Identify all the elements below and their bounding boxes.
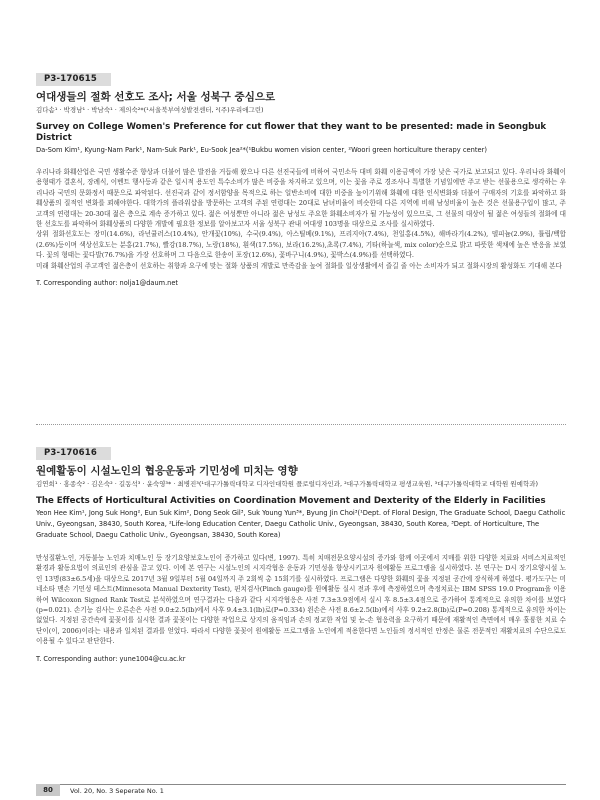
journal-volume: Vol. 20, No. 3 Seperate No. 1 [70,787,164,795]
body-paragraph: 미래 화훼산업의 주고객인 젊은층이 선호하는 취향과 요구에 맞는 절화 상품의 개발로 만족감을 높여 절화를 일상생활에서 즐길 줄 아는 소비자가 되고 절화시장의 활성화도 기대해 본다 [36,261,562,270]
title-english: Survey on College Women's Preference for cut flower that they want to be presented: made in Seongbuk District [36,122,547,143]
body-paragraph: 만성질환노인, 거동불능 노인과 치매노인 등 장기요양보호노인이 증가하고 있다(변, 1997). 특히 치매전문요양시설의 증가와 함께 이곳에서 지매를 위한 다양한 치료와 서비스치료적인 환경과 활동요법이 의료인의 관심을 끌고 있다. 이에 본 연구는 시설노인의 시지각협응 운동과 기민성을 향상시키고자 원예활동 프로그램을 실시하였다. 본 연구는 D시 장기요양시설 노인 13명(83±6.5세)을 대상으로 2017년 3월 9일부터 5월 04일까지 주 2회씩 총 15회기를 실시하였다. 프로그램은 다양한 화훼의 꽃을 지정된 공간에 장식하게 하였다. 평가도구는 미네소타 맨손 기민성 테스트(Minnesota Manual Dexterity Test), 핀치검사(Pinch gauge)를 원예활동 실시 전과 후에 측정하였으며 측정치료는 IBM SPSS 19.0 Program을 이용하여 Wilcoxon Signed Rank Test로 분석하였으며 연구결과는 다음과 같다 시지각협응은 사전 7.3±3.9점에서 실시 후 8.5±3.4점으로 증가하여 통계적으로 유의한 차이를 보였다(p=0.021). 손기능 검사는 오른손은 사전 9.0±2.5(lb)에서 사후 9.4±3.1(lb)로(P=0.334) 왼손은 사전 8.6±2.5(lb)에서 사후 9.2±2.8(lb)로(P=0.208) 통계적으로 유의한 차이는 없었다. 지정된 공간속에 꽃꽂이를 실시한 결과 꽃꽂이는 다양한 작업으로 상지의 움직임과 손의 정교한 작업 및 눈-손 협응력을 요구하기 때문에 재활적인 측면에서 매우 훌륭한 치료 수단이(이, 2006)이라는 내용과 일치된 결과를 얻었다. 따라서 다양한 꽃꽂이 원예활동 프로그램을 노인에게 적용한다면 노인들의 정서적인 안정은 물론 전문적인 재활치료의 수단으로도 이용될 수 있다고 판단한다. [36,554,566,646]
abstract-p3-170615 [36,66,566,287]
abstract-body [36,553,566,647]
title-korean: 원예활동이 시설노인의 협응운동과 기민성에 미치는 영향 [36,465,298,477]
authors-korean: 김다솜¹ · 박경남¹ · 박남숙¹ · 제의숙²*(¹서울북부여성발전센터, ²(주)우리애그린) [36,106,264,114]
abstract-p3-170616 [36,440,566,663]
abstract-id-tag: P3-170615 [36,73,111,86]
abstract-id-tag: P3-170616 [36,447,111,460]
abstract-body [36,167,566,271]
title-english: The Effects of Horticultural Activities on Coordination Movement and Dexterity of the Elderly in Facilities [36,496,546,506]
body-paragraph: 우리나라 화훼산업은 국민 생활수준 향상과 더불어 많은 발전을 거듭해 왔으나 다른 선진국들에 비하여 국민소득 대비 화훼 이용금액이 가장 낮은 국가로 보고되고 있다. 우리나라 화훼이용형태가 결혼식, 장례식, 이벤트 행사등과 같은 일시적 용도인 특수소비가 많은 비중을 차지하고 있으며, 이는 꽃을 주로 경조사나 특별한 기념일에만 주고 받는 선물용으로 생각하는 우리나라 국민의 문화정서 때문으로 파악된다. 선진국과 같이 정서함양을 목적으로 하는 일반소비에 대한 비중을 높이기위해 화훼에 대한 인식변화와 더불어 구매자의 기호를 파악하고 화훼상품의 질적인 변화를 꾀해야한다. 대학가의 플라워샵을 방문하는 고객의 주된 연령대는 20대로 남녀비율이 비슷한데 다른 지역에 비해 남성비율이 높은 것은 선물용구입이 많고, 주 고객의 연령대는 20-30대 젊은 층으로 계속 증가하고 있다. 젊은 여성뿐만 아니라 젊은 남성도 주요한 화훼소비자가 될 가능성이 있으므로, 그 선물의 대상이 될 젊은 여성들의 절화에 대한 선호도를 파악하여 화훼상품의 다양한 개발에 필요한 정보를 알아보고자 서울 성북구 관내 여대생 103명을 대상으로 조사를 실시하였다. [36,168,566,229]
title-korean: 여대생들의 절화 선호도 조사; 서울 성북구 중심으로 [36,91,276,103]
page-footer [36,784,566,797]
authors-english: Yeon Hee Kim¹, Jong Suk Hong², Eun Suk Kim², Dong Seok Gil³, Suk Young Yun³*, Byung Jin Choi³(¹Dept. of Floral Design, The Graduate School, Daegu Catholic Univ., Gyeongsan, 38430, South Korea, ²Life-long Education Center, Daegu Catholic Univ., Gyeongsan, 38430, South Korea, ³Dept. of Horticulture, The Graduate School, Daegu Catholic Univ., Gyeongsan, 38430, South Korea) [36,509,566,539]
corresponding-author: T. Corresponding author: nolja1@daum.net [36,279,178,288]
section-divider [36,424,566,425]
corresponding-author: T. Corresponding author: yune1004@cu.ac.kr [36,654,186,663]
body-paragraph: 상위 절화선호도는 장미(14.6%), 라넌큘러스(10.4%), 안개꽃(10%), 수국(9.4%), 아스틸베(9.1%), 프리지아(7.4%), 천일홍(4.5%), 해바라기(4.2%), 델피늄(2.9%), 튤립/백합(2.6%)등이며 색상선호도는 분홍(21.7%), 빨강(18.7%), 노랑(18%), 흰색(17.5%), 보라(16.2%),초록(7.4%), 기타(하늘색, mix color)순으로 밝고 따뜻한 색채에 높은 반응을 보였다. 꽃의 형태는 꽃다발(76.7%)을 가장 선호하며 그 다음으로 한송이 포장(12.6%), 꽃바구니(4.9%), 꽃박스(4.9%)를 선택하였다. [36,230,566,260]
authors-english: Da-Som Kim¹, Kyung-Nam Park¹, Nam-Suk Park¹, Eu-Sook Jea²*(¹Bukbu women vision center, ²Woori green horticulture therapy center) [36,146,487,154]
authors-korean: 김연희¹ · 홍종숙² · 김은숙² · 길동석³ · 윤숙영³* · 최병진³(¹대구가톨릭대학교 디자인대학원 플로럴디자인과, ²대구가톨릭대학교 평생교육원, ³대구가톨릭대학교 대학원 원예학과) [36,480,539,488]
page-number: 80 [36,784,60,796]
